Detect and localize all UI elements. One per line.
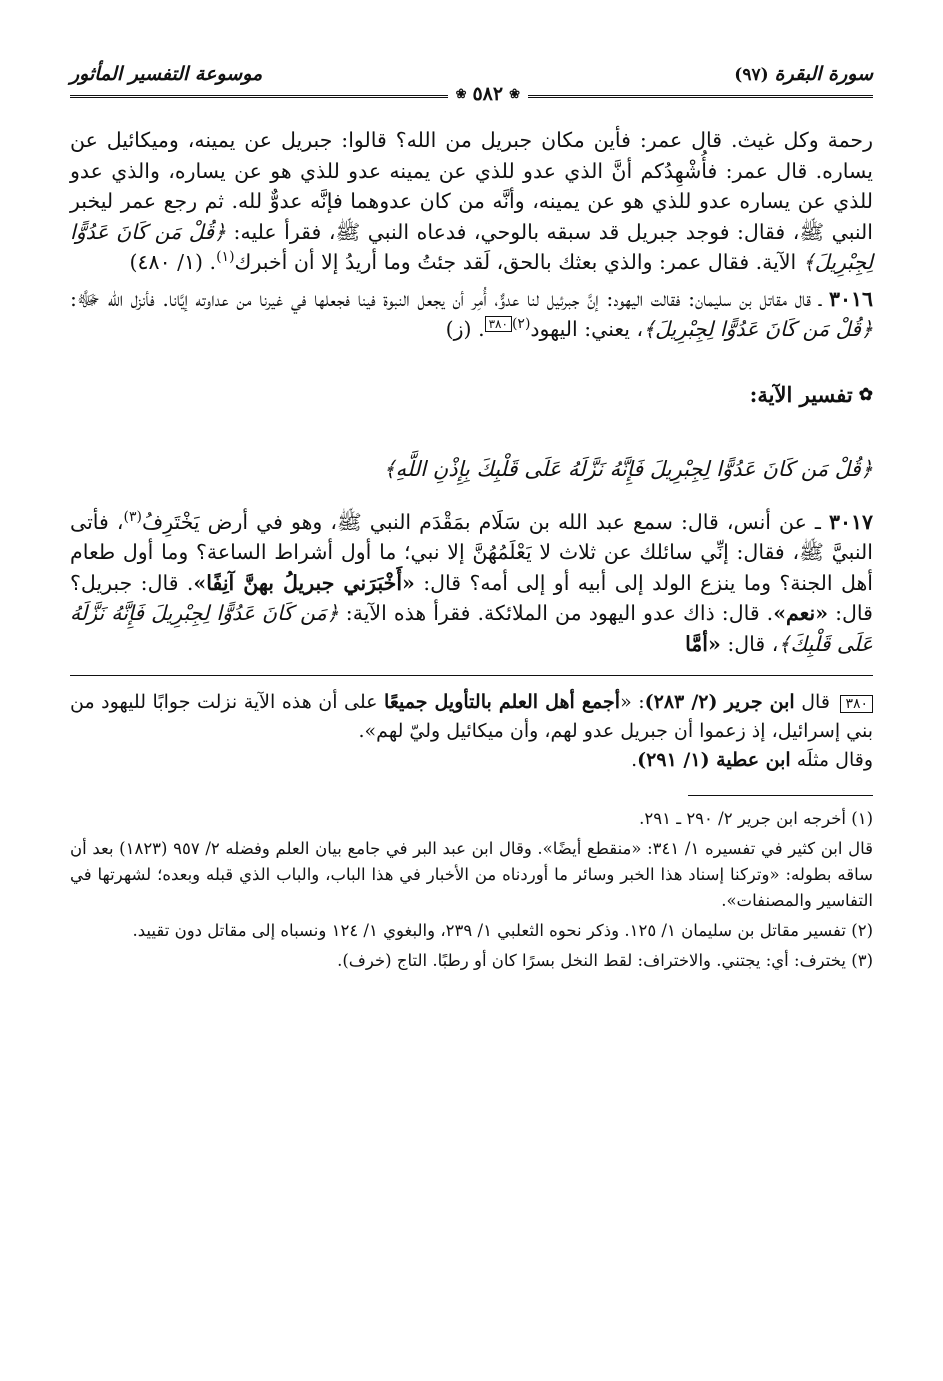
note-bold-phrase: أجمع أهل العلم بالتأويل جميعًا	[384, 691, 621, 713]
hadith-quote: «أمَّا	[685, 631, 721, 656]
running-header	[70, 55, 873, 111]
quran-verse: ﴿قُلْ مَن كَانَ عَدُوًّا لِجِبْرِيلَ﴾	[70, 219, 873, 274]
narration-3017	[70, 507, 873, 660]
book-title: موسوعة التفسير المأثور	[70, 63, 263, 85]
note-author: ابن جرير (٢/ ٢٨٣)	[644, 691, 795, 713]
footnote-ref[interactable]: (٣)	[123, 508, 142, 525]
paragraph-text: ، فأتى النبيَّ ﷺ، فقال: إنِّي سائلك عن ثلاث لا يَعْلَمُهُنَّ إلا نبي؛ ما أول أشراط الساعة؟ وما أول طعام أهل الجنة؟ وما ينزع الولد إلى أبيه أو إلى أمه؟ قال:	[70, 509, 873, 595]
page-number: ٥٨٢	[472, 83, 504, 105]
paragraph-text: ـ عن أنس، قال: سمع عبد الله بن سَلَام بمَقْدَم النبي ﷺ، وهو في أرض يَخْتَرِفُ	[141, 509, 829, 534]
note-number: ٣٨٠	[840, 695, 873, 713]
section-heading	[70, 381, 873, 411]
note-divider	[70, 675, 873, 676]
centered-verse: ﴿قُلْ مَن كَانَ عَدُوًّا لِجِبْرِيلَ فَإِنَّهُ نَزَّلَهُ عَلَى قَلْبِكَ بِإِذْنِ اللَّهِ﴾	[383, 456, 873, 481]
page-number-box	[448, 83, 528, 105]
ornament-right-icon: ❀	[509, 86, 520, 102]
surah-title	[734, 63, 873, 85]
footnote-item: (٣) يخترف: أي: يجتني. والاختراف: لقط النخل بسرًا كان أو رطبًا. التاج (خرف).	[337, 951, 873, 970]
main-text	[70, 125, 873, 659]
ornament-left-icon: ❀	[455, 86, 467, 102]
note-text: وقال مثلَه	[790, 749, 873, 771]
paragraph-text: الآية. فقال عمر: والذي بعثك بالحق، لَقد جئتُ وما أريدُ إلا أن أخبرك	[234, 250, 803, 274]
header-row	[70, 55, 873, 85]
note-text: على أن هذه الآية نزلت جوابًا لليهود من بني إسرائيل، إذ زعموا أن جبريل عدو لهم، وأن ميكائيل وليّ لهم».	[70, 691, 873, 742]
footnotes	[70, 806, 873, 974]
footnote-divider	[688, 795, 873, 796]
verse-number: (٩٧)	[734, 65, 769, 85]
narration-number: ٣٠١٧	[828, 509, 873, 534]
surah-name: سورة البقرة	[774, 63, 873, 85]
paragraph-text: ـ قال مقاتل بن سليمان: فقالت اليهود: إنَّ جبرئيل لنا عدوٌّ، أُمِر أن يجعل النبوة فينا فجعلها في غيرنا من عداوته إيَّانا. فأنزل الله ﷻ:	[70, 286, 829, 311]
footnote-item: (٢) تفسير مقاتل بن سليمان ١/ ١٢٥. وذكر نحوه الثعلبي ١/ ٢٣٩، والبغوي ١/ ١٢٤ ونسباه إلى مقاتل دون تقييد.	[132, 921, 873, 940]
hadith-quote: «نعم»	[773, 601, 829, 625]
paragraph-text: . قال: ذاك عدو اليهود من الملائكة. فقرأ هذه الآية:	[338, 601, 774, 625]
paragraph-text: ، قال:	[720, 631, 779, 656]
note-text: : «	[620, 691, 645, 713]
section-heading-text: تفسير الآية:	[749, 382, 853, 408]
flower-ornament-icon: ✿	[858, 385, 873, 405]
paragraph-continuation	[70, 125, 873, 278]
paragraph-text: رحمة وكل غيث. قال عمر: فأين مكان جبريل من الله؟ قالوا: جبريل عن يمينه، وميكائيل عن يساره. قال عمر: فأُشْهِدُكم أنَّ الذي عدو للذي عن يمينه عدو للذي هو عن يساره، والذي عدو للذي عن يساره عدو للذي هو عن يمينه، وأنَّه من كان عدوهما فإنَّه عدوٌّ لله. ثم رجع عمر ليخبر النبي ﷺ، فقال: فوجد جبريل قد سبقه بالوحي، فدعاه النبي ﷺ، فقرأ عليه:	[70, 128, 874, 244]
narration-3016	[70, 284, 873, 345]
note-text: .	[631, 749, 638, 771]
book-page	[70, 55, 873, 1345]
source-ref: . (١/ ٤٨٠)	[129, 250, 217, 274]
source-ref: . (ز)	[445, 317, 485, 341]
footnote-ref[interactable]: (٢)	[511, 316, 531, 333]
note-text: قال	[794, 691, 837, 713]
footnote-ref[interactable]: (١)	[216, 249, 235, 266]
paragraph-text: . قال: جبريل؟ قال:	[70, 570, 873, 625]
commentary-ref[interactable]: ٣٨٠	[485, 316, 512, 332]
hadith-quote: «أَخْبَرَني جبريلُ بهنَّ آنِفًا»	[193, 570, 415, 595]
quran-verse: ﴿قُلْ مَن كَانَ عَدُوًّا لِجِبْرِيلَ﴾	[643, 317, 873, 341]
commentary-note	[70, 688, 873, 775]
footnote-item: قال ابن كثير في تفسيره ١/ ٣٤١: «منقطع أيضًا». وقال ابن عبد البر في جامع بيان العلم وفضله ٢/ ٩٥٧ (١٨٢٣) بعد أن ساقه بطوله: «وتركنا إسناد هذا الخبر وسائر ما أوردناه من الأخبار في هذا الباب، والباب الذي قبله وبعده؛ لشهرتها في التفاسير والمصنفات».	[70, 839, 874, 910]
quran-verse: ﴿مَن كَانَ عَدُوًّا لِجِبْرِيلَ فَإِنَّهُ نَزَّلَهُ عَلَى قَلْبِكَ﴾	[70, 601, 873, 656]
footnote-item: (١) أخرجه ابن جرير ٢/ ٢٩٠ ـ ٢٩١.	[639, 809, 873, 828]
narration-number: ٣٠١٦	[828, 286, 873, 311]
note-author: ابن عطية (١/ ٢٩١)	[637, 749, 791, 771]
paragraph-text: ، يعني: اليهود	[530, 317, 644, 341]
